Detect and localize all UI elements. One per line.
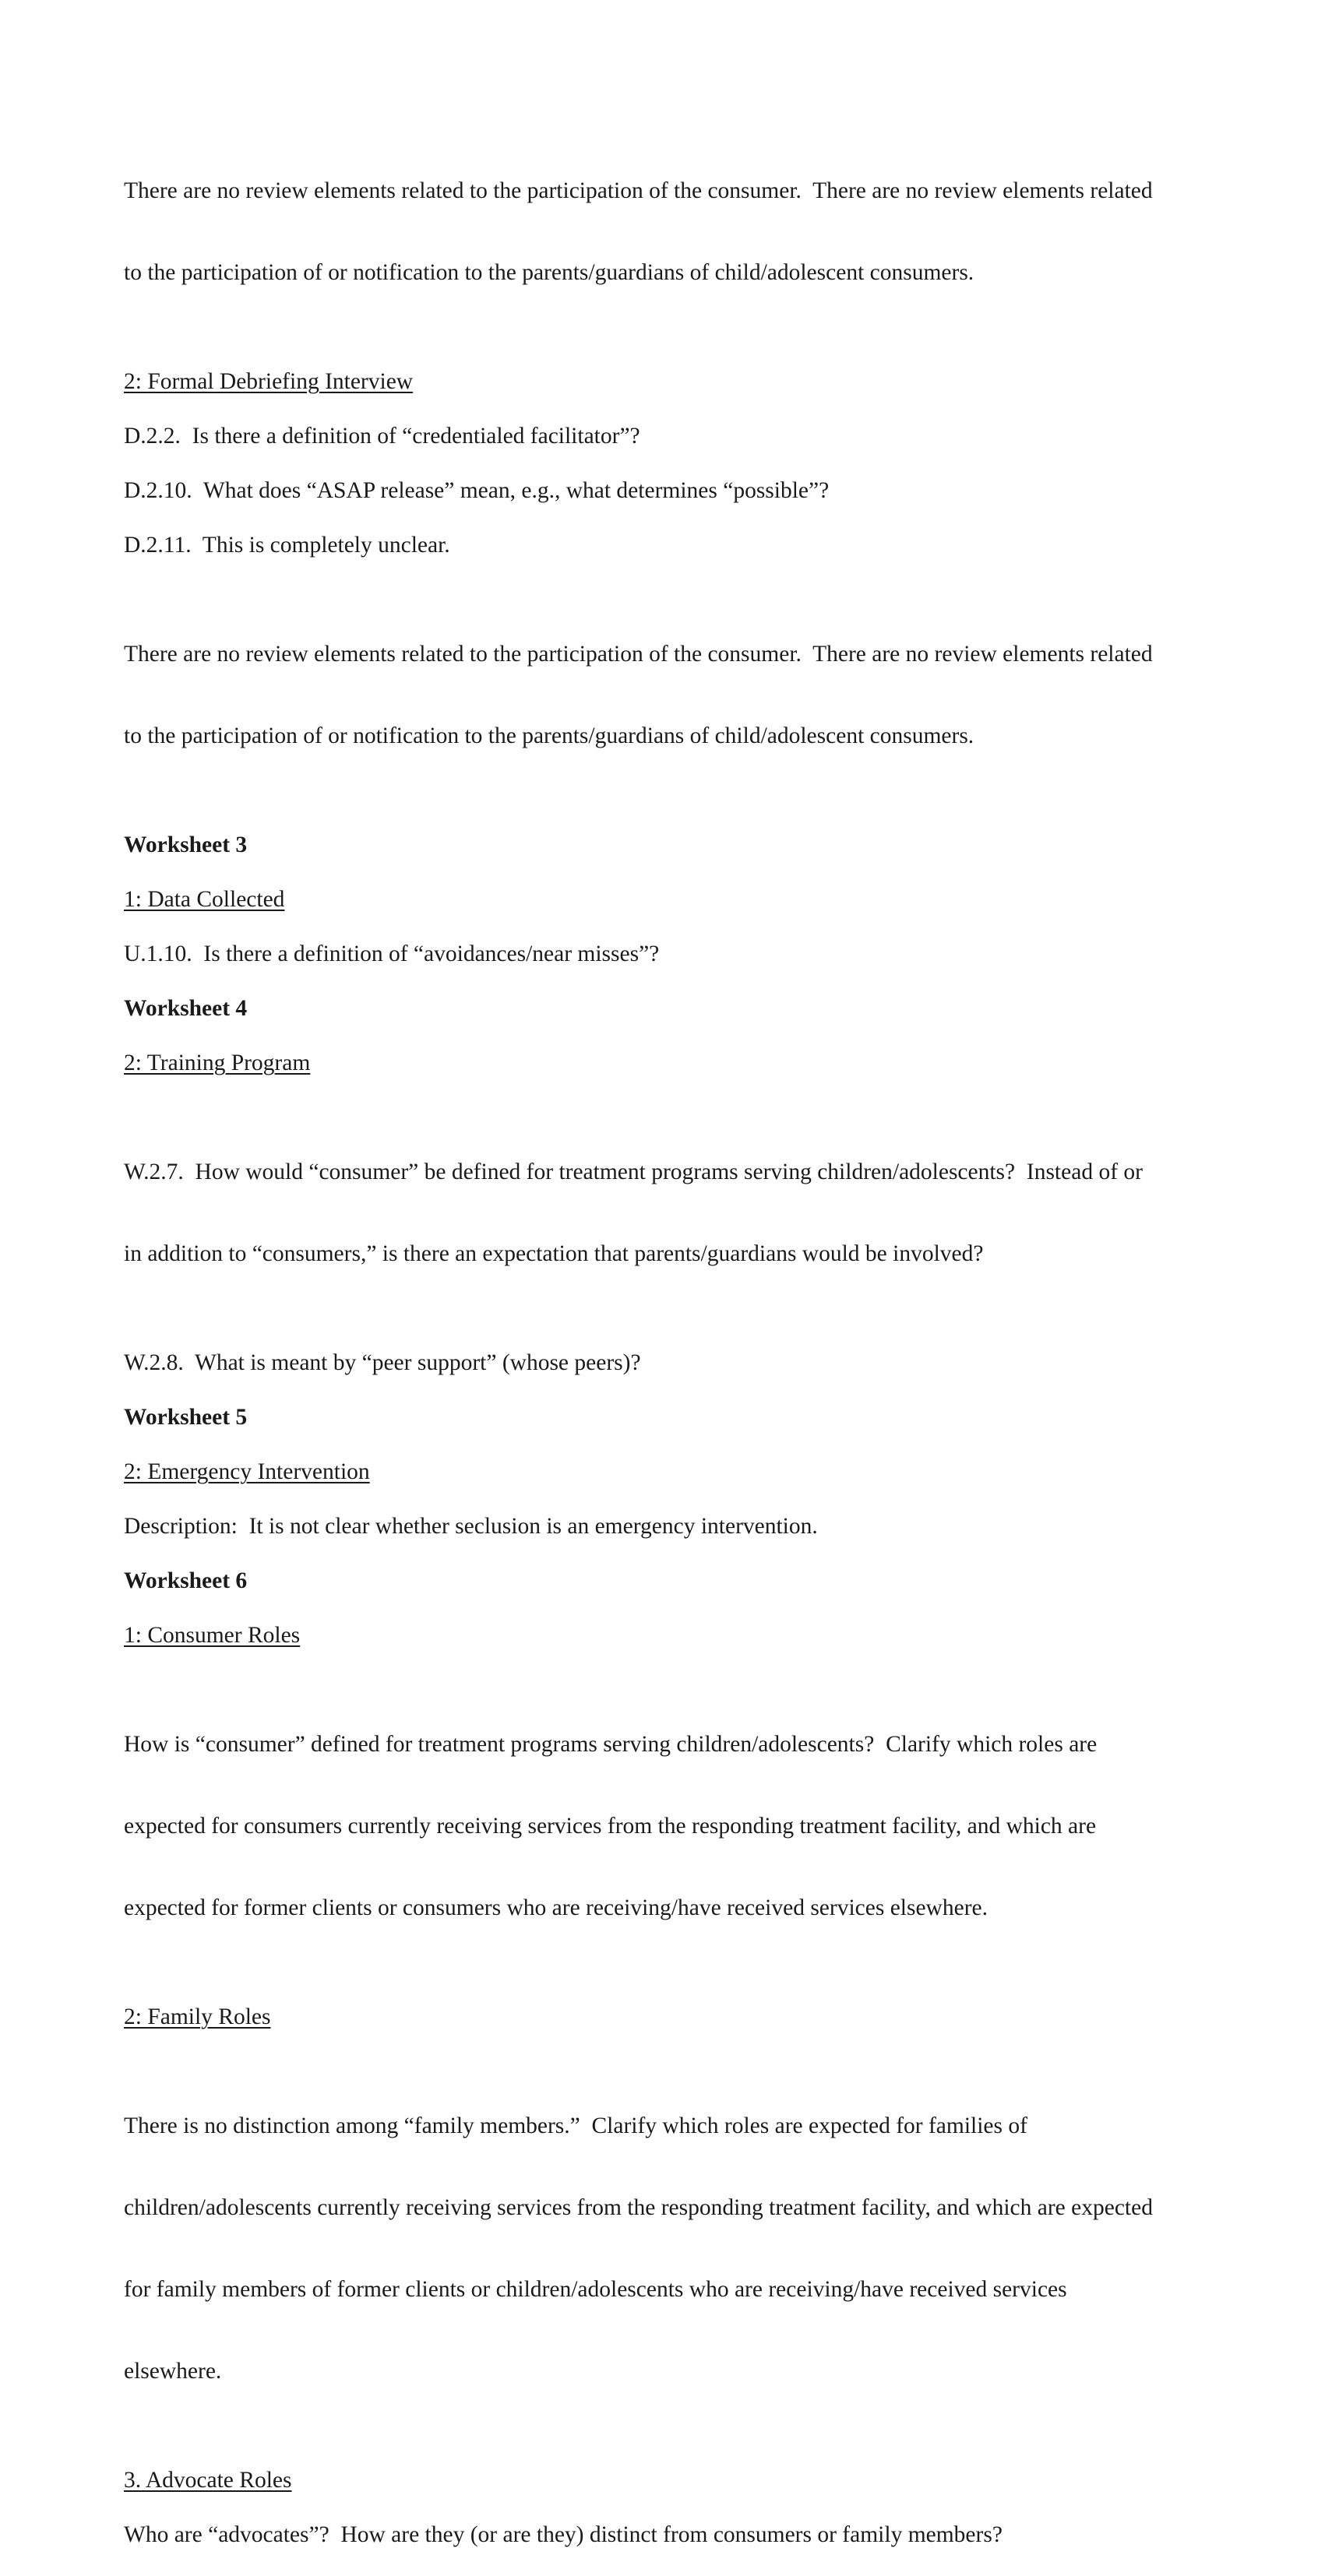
section-heading-text: 2: Emergency Intervention [124, 1459, 370, 1484]
section-heading-text: 2: Training Program [124, 1050, 311, 1075]
item-d-2-11: D.2.11. This is completely unclear. [124, 533, 450, 558]
paragraph-line: elsewhere. [124, 2359, 222, 2384]
item-w-2-7 [124, 1104, 1203, 1322]
section-heading-text: 3. Advocate Roles [124, 2468, 292, 2493]
section-heading-consumer-roles [124, 1622, 1203, 1649]
paragraph-line: for family members of former clients or children/adolescents who are receiving/have received services [124, 2277, 1067, 2302]
paragraph-line: to the participation of or notification to the parents/guardians of child/adolescent consumers. [124, 723, 974, 748]
review-elements-paragraph-2 [124, 586, 1203, 804]
paragraph-line: in addition to “consumers,” is there an expectation that parents/guardians would be involved? [124, 1241, 984, 1266]
item-d-2-2: D.2.2. Is there a definition of “credentialed facilitator”? [124, 424, 640, 449]
section-heading-formal-debriefing [124, 368, 1203, 396]
paragraph-line: expected for consumers currently receiving services from the responding treatment facility, and which are [124, 1814, 1097, 1839]
section-heading-text: 2: Family Roles [124, 2004, 271, 2029]
section-heading-advocate-roles [124, 2467, 1203, 2494]
paragraph-line: children/adolescents currently receiving services from the responding treatment facility, and which are expected [124, 2195, 1153, 2220]
worksheet-6-heading: Worksheet 6 [124, 1568, 248, 1593]
family-roles-paragraph [124, 2058, 1203, 2440]
document-page [124, 123, 1203, 2576]
paragraph-line: to the participation of or notification to the parents/guardians of child/adolescent consumers. [124, 260, 974, 285]
paragraph-line: How is “consumer” defined for treatment programs serving children/adolescents? Clarify which roles are [124, 1732, 1098, 1757]
item-u-1-10: U.1.10. Is there a definition of “avoidances/near misses”? [124, 941, 660, 966]
section-heading-family-roles [124, 2004, 1203, 2031]
advocate-roles-paragraph: Who are “advocates”? How are they (or are they) distinct from consumers or family members? [124, 2522, 1003, 2547]
section-heading-data-collected [124, 886, 1203, 913]
consumer-roles-paragraph [124, 1677, 1203, 1976]
item-w-2-8: W.2.8. What is meant by “peer support” (whose peers)? [124, 1350, 641, 1375]
section-heading-emergency-intervention [124, 1459, 1203, 1486]
worksheet-4-heading: Worksheet 4 [124, 996, 248, 1021]
section-heading-text: 2: Formal Debriefing Interview [124, 369, 414, 394]
item-d-2-10: D.2.10. What does “ASAP release” mean, e.g., what determines “possible”? [124, 478, 830, 503]
description-paragraph: Description: It is not clear whether seclusion is an emergency intervention. [124, 1514, 818, 1539]
worksheet-3-heading: Worksheet 3 [124, 832, 248, 857]
review-elements-paragraph-1 [124, 123, 1203, 341]
worksheet-5-heading: Worksheet 5 [124, 1405, 248, 1430]
section-heading-text: 1: Data Collected [124, 887, 285, 912]
paragraph-line: There are no review elements related to the participation of the consumer. There are no review elements related [124, 178, 1153, 203]
section-heading-text: 1: Consumer Roles [124, 1623, 301, 1648]
section-heading-training-program [124, 1050, 1203, 1077]
paragraph-line: There is no distinction among “family members.” Clarify which roles are expected for families of [124, 2113, 1027, 2138]
paragraph-line: W.2.7. How would “consumer” be defined for treatment programs serving children/adolescents? Instead of or [124, 1160, 1143, 1184]
paragraph-line: expected for former clients or consumers who are receiving/have received services elsewhere. [124, 1895, 988, 1920]
paragraph-line: There are no review elements related to the participation of the consumer. There are no review elements related [124, 642, 1153, 667]
